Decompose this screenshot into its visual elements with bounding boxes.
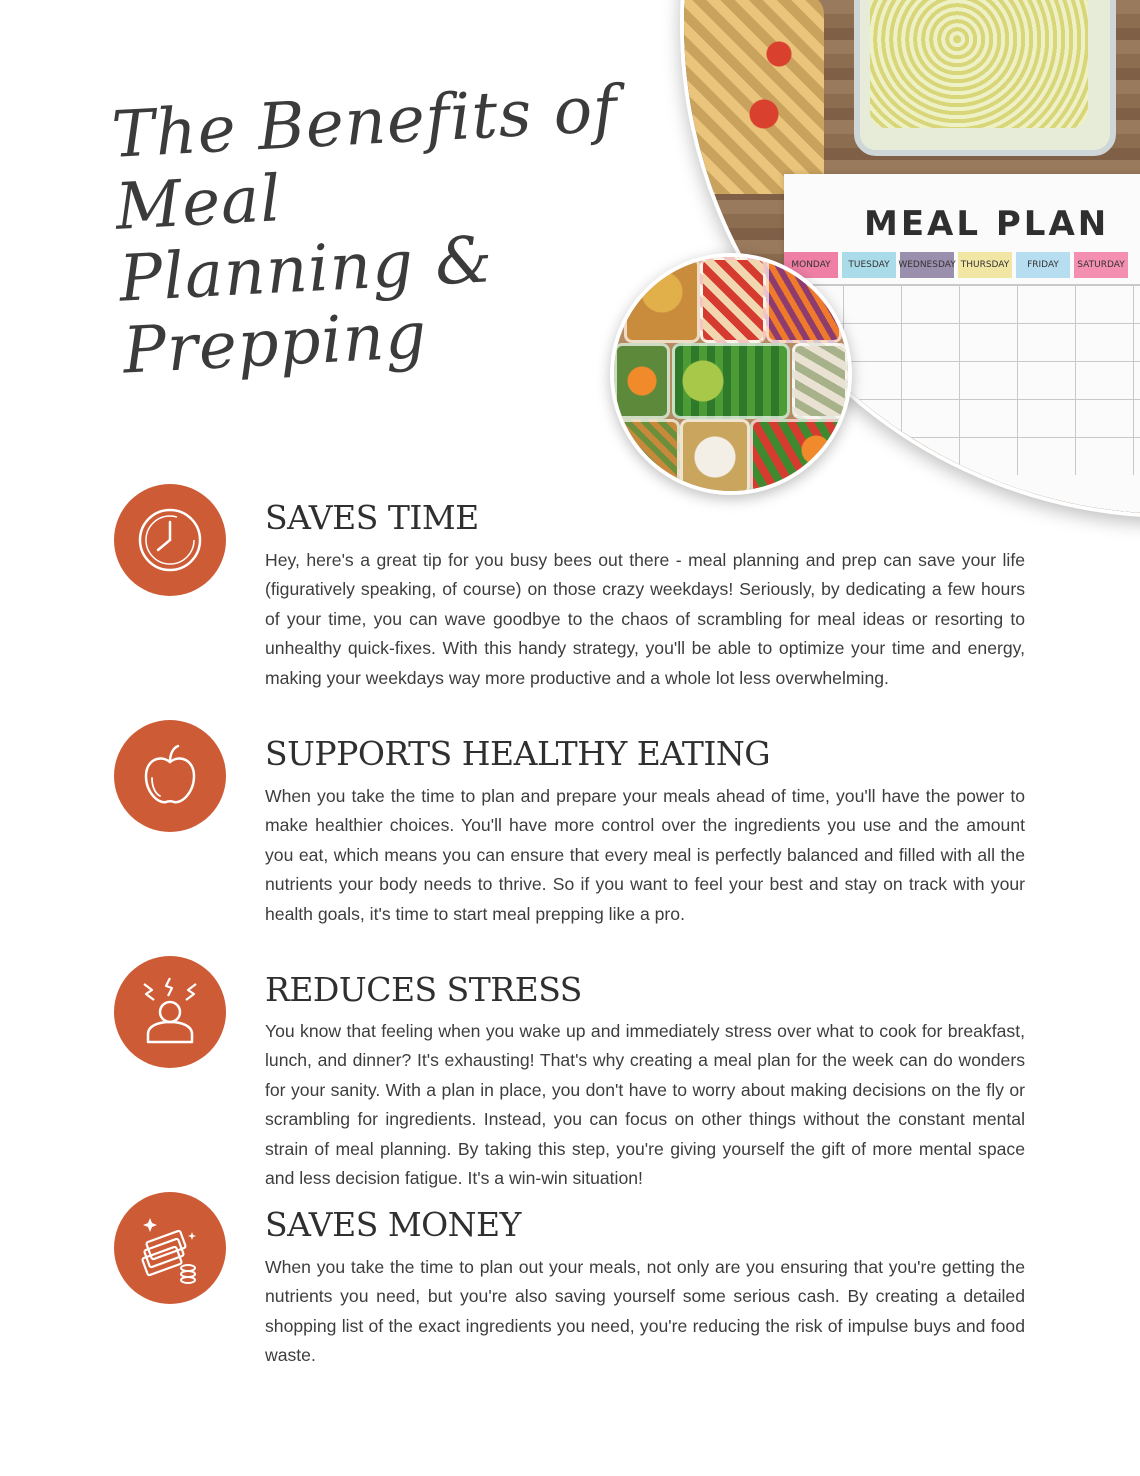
- container: [614, 419, 680, 495]
- benefit-heading: SAVES MONEY: [265, 1205, 521, 1244]
- title-line-2: Planning & Prepping: [117, 223, 495, 389]
- container: [792, 343, 848, 419]
- day-label: FRIDAY: [1016, 252, 1070, 278]
- stressed-person-icon: [114, 956, 226, 1068]
- pasta-salad-container: [680, 0, 824, 194]
- money-stack-icon: [114, 1192, 226, 1304]
- container: [680, 419, 750, 495]
- benefit-text: Hey, here's a great tip for you busy bees out there - meal planning and prep can save your life (figuratively speaking, of course) on those crazy weekdays! Seriously, by dedicating a few hours of your time, you can wave goodbye to the chaos of scrambling for meal ideas or resorting to unhealthy quick-fixes. With this handy strategy, you'll be able to optimize your time and energy, making your weekdays way more productive and a whole lot less overwhelming.: [265, 550, 1025, 688]
- container: [750, 419, 846, 495]
- benefit-text: You know that feeling when you wake up and immediately stress over what to cook for breakfast, lunch, and dinner? It's exhausting! That's why creating a meal plan for the week can do wonders for your sanity. With a plan in place, you don't have to worry about making decisions on the fly or scrambling for ingredients. Instead, you can focus on other things without the constant mental strain of meal planning. By taking this step, you're giving yourself the gift of more mental space and less decision fatigue. It's a win-win situation!: [265, 1021, 1025, 1189]
- container: [672, 343, 790, 419]
- day-label: WEDNESDAY: [900, 252, 954, 278]
- meal-prep-containers-photo: [610, 253, 852, 495]
- meal-plan-title: MEAL PLAN: [864, 204, 1110, 244]
- benefit-text: When you take the time to plan out your meals, not only are you ensuring that you're getting the nutrients you need, but you're also saving yourself some serious cash. By creating a detailed shopping list of the exact ingredients you need, you're reducing the risk of impulse buys and food waste.: [265, 1257, 1025, 1366]
- container: [700, 257, 766, 343]
- apple-icon: [114, 720, 226, 832]
- container: [614, 343, 670, 419]
- benefit-heading: SUPPORTS HEALTHY EATING: [265, 734, 771, 773]
- benefit-heading: SAVES TIME: [265, 498, 479, 537]
- container: [624, 257, 700, 343]
- benefit-heading: REDUCES STRESS: [265, 970, 582, 1009]
- day-label: SATURDAY: [1074, 252, 1128, 278]
- container: [766, 257, 842, 343]
- day-label: TUESDAY: [842, 252, 896, 278]
- benefit-text: When you take the time to plan and prepare your meals ahead of time, you'll have the power to make healthier choices. You'll have more control over the ingredients you use and the amount you eat, which means you can ensure that every meal is perfectly balanced and filled with all the nutrients your body needs to thrive. So if you want to feel your best and stay on track with your health goals, it's time to start meal prepping like a pro.: [265, 786, 1025, 924]
- page-title: [110, 71, 684, 388]
- clock-icon: [114, 484, 226, 596]
- title-line-1: The Benefits of Meal: [109, 72, 620, 245]
- day-label: THURSDAY: [958, 252, 1012, 278]
- zucchini-noodles: [870, 0, 1088, 128]
